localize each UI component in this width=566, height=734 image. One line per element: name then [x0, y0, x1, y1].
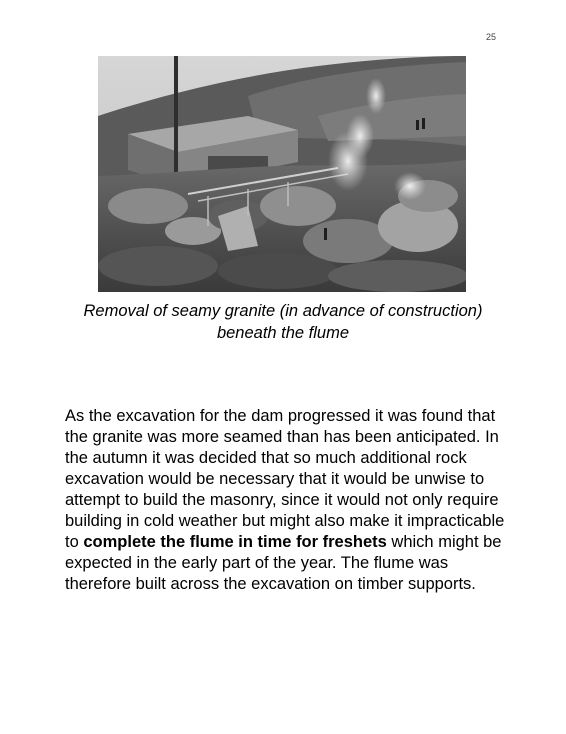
caption-line-2: beneath the flume: [216, 324, 350, 342]
body-text-bold: complete the flume in time for freshets: [83, 533, 387, 551]
body-text-before: As the excavation for the dam progressed it was found that the granite was more seamed than has been anticipated. In the autumn it was decided that so much additional rock excavation would be necessary that it would be unwise to attempt to build the masonry, since it would not only require building in cold weather but might also make it impracticable to: [65, 407, 505, 551]
body-paragraph: [65, 406, 505, 595]
photo-caption: [60, 300, 506, 344]
caption-line-1: Removal of seamy granite (in advance of construction): [83, 302, 483, 320]
excavation-photo: [98, 56, 466, 292]
page-number: 25: [486, 32, 497, 42]
excavation-photo-image: [98, 56, 466, 292]
body-text-after: which might be expected in the early part of the year. The flume was therefore built across the excavation on timber supports.: [65, 533, 502, 593]
